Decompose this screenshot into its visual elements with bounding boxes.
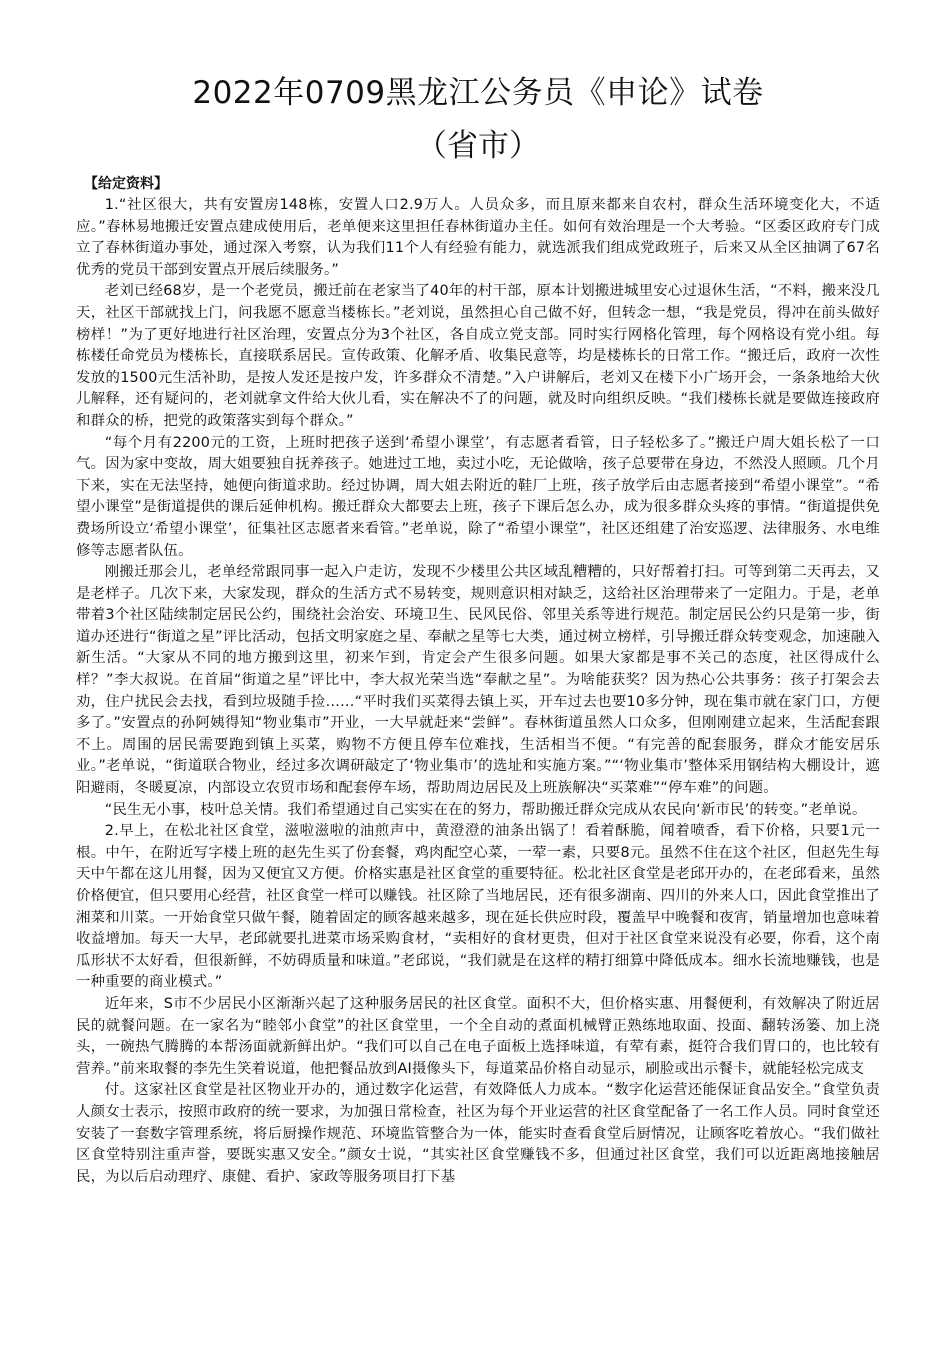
paragraph: 近年来，S市不少居民小区渐渐兴起了这种服务居民的社区食堂。面积不大，但价格实惠、用餐便利，有效解决了附近居民的就餐问题。在一家名为“睦邻小食堂”的社区食堂里，一个全自动的煮面机械臂正熟练地取面、投面、翻转汤篓、加上浇头，一碗热气腾腾的本帮汤面就新鲜出炉。“我们可以自己在电子面板上选择味道，有荤有素，挺符合我们胃口的，也比较有营养。”前来取餐的李先生笑着说道，他把餐品放到AI摄像头下，每道菜品价格自动显示，刷脸或出示餐卡，就能轻松完成支 <box>76 995 880 1077</box>
paragraph: 1.“社区很大，共有安置房148栋，安置人口2.9万人。人员众多，而且原来都来自农村，群众生活环境变化大，不适应。”春林易地搬迁安置点建成使用后，老单便来这里担任春林街道办主任。如何有效治理是一个大考验。“区委区政府专门成立了春林街道办事处，通过深入考察，认为我们11个人有经验有能力，就选派我们组成党政班子，后来又从全区抽调了67名优秀的党员干部到安置点开展后续服务。” <box>76 197 880 278</box>
paragraph: 2.早上，在松北社区食堂，滋啦滋啦的油煎声中，黄澄澄的油条出锅了！看着酥脆，闻着喷香，看下价格，只要1元一根。中午，在附近写字楼上班的赵先生买了份套餐，鸡肉配空心菜，一荤一素，只要8元。虽然不住在这个社区，但赵先生每天中午都在这儿用餐，因为又便宜又方便。价格实惠是社区食堂的重要特征。松北社区食堂是老邱开办的，在老邱看来，虽然价格便宜，但只要用心经营，社区食堂一样可以赚钱。社区除了当地居民，还有很多湖南、四川的外来人口，因此食堂推出了湘菜和川菜。一开始食堂只做午餐，随着固定的顾客越来越多，现在延长供应时段，覆盖早中晚餐和夜宵，销量增加也意味着收益增加。每天一大早，老邱就要扎进菜市场采购食材，“卖相好的食材更贵，但对于社区食堂来说没有必要，你看，这个南瓜形状不太好看，但很新鲜，不妨碍质量和味道。”老邱说，“我们就是在这样的精打细算中降低成本。细水长流地赚钱，也是一种重要的商业模式。” <box>76 823 880 991</box>
paragraph: “每个月有2200元的工资，上班时把孩子送到‘希望小课堂’，有志愿者看管，日子轻松多了。”搬迁户周大姐长松了一口气。因为家中变故，周大姐要独自抚养孩子。她进过工地，卖过小吃，无论做啥，孩子总要带在身边，不然没人照顾。几个月下来，实在无法坚持，她便向街道求助。经过协调，周大姐去附近的鞋厂上班，孩子放学后由志愿者接到“希望小课堂”。“希望小课堂”是街道提供的课后延伸机构。搬迁群众大都要去上班，孩子下课后怎么办，成为很多群众头疼的事情。“街道提供免费场所设立‘希望小课堂’，征集社区志愿者来看管。”老单说，除了“希望小课堂”，社区还组建了治安巡逻、法律服务、水电维修等志愿者队伍。 <box>76 434 880 559</box>
page-title: 2022年0709黑龙江公务员《申论》试卷 <box>192 75 764 111</box>
page-subtitle: （省市） <box>416 128 540 164</box>
paragraph: 老刘已经68岁，是一个老党员，搬迁前在老家当了40年的村干部，原本计划搬进城里安心过退休生活，“不料，搬来没几天，社区干部就找上门，问我愿不愿意当楼栋长。”老刘说，虽然担心自己做不好，但转念一想，“我是党员，得冲在前头做好榜样！”为了更好地进行社区治理，安置点分为3个社区，各自成立党支部。同时实行网格化管理，每个网格设有党小组。每栋楼任命党员为楼栋长，直接联系居民。宣传政策、化解矛盾、收集民意等，均是楼栋长的日常工作。“搬迁后，政府一次性发放的1500元生活补助，是按人发还是按户发，许多群众不清楚。”入户讲解后，老刘又在楼下小广场开会，一条条地给大伙儿解释，还有疑问的，老刘就拿文件给大伙儿看，实在解决不了的问题，就及时向组织反映。“我们楼栋长就是要做连接政府和群众的桥，把党的政策落实到每个群众。” <box>76 283 880 429</box>
paragraph: “民生无小事，枝叶总关情。我们希望通过自己实实在在的努力，帮助搬迁群众完成从农民向‘新市民’的转变。”老单说。 <box>104 801 867 818</box>
section-label: 【给定资料】 <box>84 176 168 192</box>
paragraph: 付。这家社区食堂是社区物业开办的，通过数字化运营，有效降低人力成本。“数字化运营还能保证食品安全。”食堂负责人颜女士表示，按照市政府的统一要求，为加强日常检查，社区为每个开业运营的社区食堂配备了一名工作人员。同时食堂还安装了一套数字管理系统，将后厨操作规范、环境监管整合为一体，能实时查看食堂后厨情况，让顾客吃着放心。“我们做社区食堂特别注重声誉，要既实惠又安全。”颜女士说，“其实社区食堂赚钱不多，但通过社区食堂，我们可以近距离地接触居民，为以后启动理疗、康健、看护、家政等服务项目打下基 <box>76 1082 880 1185</box>
paragraph: 刚搬迁那会儿，老单经常跟同事一起入户走访，发现不少楼里公共区域乱糟糟的，只好帮着打扫。可等到第二天再去，又是老样子。几次下来，大家发现，群众的生活方式不易转变，规则意识相对缺乏，这给社区治理带来了一定阻力。于是，老单带着3个社区陆续制定居民公约，围绕社会治安、环境卫生、民风民俗、邻里关系等进行规范。制定居民公约只是第一步，街道办还进行“街道之星”评比活动，包括文明家庭之星、奉献之星等七大类，通过树立榜样，引导搬迁群众转变观念，加速融入新生活。“大家从不同的地方搬到这里，初来乍到，肯定会产生很多问题。如果大家都是事不关己的态度，社区得成什么样？”李大叔说。在首届“街道之星”评比中，李大叔光荣当选“奉献之星”。为啥能获奖？因为热心公共事务：孩子打架会去劝，住户扰民会去找，看到垃圾随手捡……“平时我们买菜得去镇上买，开车过去也要10多分钟，现在集市就在家门口，方便多了。”安置点的孙阿姨得知“物业集市”开业，一大早就赶来“尝鲜”。春林街道虽然人口众多，但刚刚建立起来，生活配套跟不上。周围的居民需要跑到镇上买菜，购物不方便且停车位难找，生活相当不便。“有完善的配套服务，群众才能安居乐业。”老单说，“街道联合物业，经过多次调研敲定了‘物业集市’的选址和实施方案。”“‘物业集市’整体采用钢结构大棚设计，遮阳避雨，冬暖夏凉，内部设立农贸市场和配套停车场，帮助周边居民及上班族解决“买菜难”“停车难”的问题。 <box>76 564 880 797</box>
